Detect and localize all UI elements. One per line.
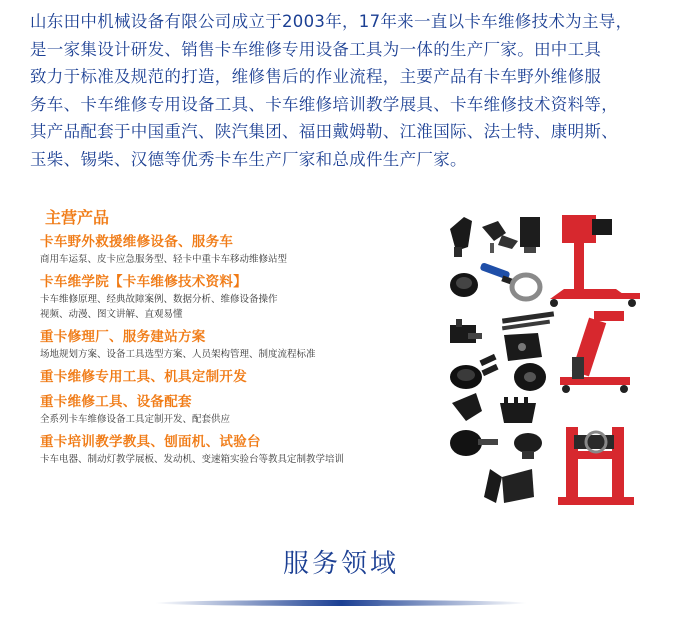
category-title: 卡车维学院【卡车维修技术资料】: [40, 274, 247, 290]
plate-tool-icon: [504, 333, 542, 361]
cylinder-socket-icon: [450, 365, 482, 389]
hydraulic-jack-icon: [560, 311, 630, 393]
flange-tool-icon: [514, 433, 542, 459]
gearbox-stand-icon: [558, 427, 634, 505]
category-desc: 视频、动漫、图文讲解、直观易懂: [40, 309, 183, 320]
ring-sleeve-icon: [450, 273, 478, 297]
category-title: 重卡维修专用工具、机具定制开发: [40, 369, 247, 385]
section-underline: [155, 600, 527, 606]
main-products-title: 主营产品: [45, 208, 110, 227]
product-photos: [442, 207, 652, 509]
category-title: 重卡维修工具、设备配套: [40, 394, 192, 410]
category-desc: 场地规划方案、设备工具选型方案、人员架构管理、制度流程标准: [40, 349, 316, 360]
bolt-set-icon: [479, 354, 498, 376]
company-intro: [30, 8, 660, 173]
tripod-stand-icon: [484, 469, 534, 503]
section-title: 服务领域: [282, 549, 399, 579]
band-clamp-icon: [512, 275, 540, 299]
claw-fixture-icon: [452, 393, 482, 421]
round-disc-icon: [514, 363, 546, 391]
intro-line: 其产品配套于中国重汽、陕汽集团、福田戴姆勒、江淮国际、法士特、康明斯、: [30, 122, 618, 141]
intro-line: 是一家集设计研发、销售卡车维修专用设备工具为一体的生产厂家。田中工具: [30, 39, 602, 59]
engine-stand-icon: [550, 215, 640, 307]
category: [40, 232, 440, 267]
category-title: 重卡修理厂、服务建站方案: [40, 329, 206, 345]
category-desc: 卡车维修原理、经典故障案例、数据分析、维修设备操作: [40, 294, 278, 305]
intro-line: 山东田中机械设备有限公司成立于2003年，17年来一直以卡车维修技术为主导，: [30, 12, 633, 31]
clamp-handle-icon: [480, 262, 513, 284]
category-desc: 商用车运泵、皮卡应急服务型、轻卡中重卡车移动维修站型: [40, 254, 288, 265]
press-tool-icon: [520, 217, 540, 253]
intro-line: 玉柴、锡柴、汉德等优秀卡车生产厂家和总成件生产厂家。: [30, 149, 467, 169]
category: [40, 367, 440, 387]
rod-set-icon: [502, 311, 554, 330]
category-desc: 卡车电器、制动灯教学展板、发动机、变速箱实验台等教具定制教学培训: [40, 454, 345, 465]
intro-line: 致力于标准及规范的打造，维修售后的作业流程，主要产品有卡车野外维修服: [30, 67, 602, 86]
category: [40, 432, 440, 467]
intro-line: 务车、卡车维修专用设备工具、卡车维修培训教学展具、卡车维修技术资料等，: [30, 94, 618, 114]
main-products: [40, 207, 440, 472]
category-desc: 全系列卡车维修设备工具定制开发、配套供应: [40, 414, 231, 425]
crown-socket-icon: [500, 397, 536, 423]
category: [40, 272, 440, 322]
socket-tool-icon: [450, 217, 472, 257]
category-title: 卡车野外救援维修设备、服务车: [40, 234, 234, 250]
gear-puller-icon: [482, 221, 518, 253]
hub-tool-icon: [450, 430, 498, 456]
category-title: 重卡培训教学教具、刨面机、试验台: [40, 434, 261, 450]
bracket-tool-icon: [450, 319, 482, 343]
category: [40, 327, 440, 362]
category: [40, 392, 440, 427]
